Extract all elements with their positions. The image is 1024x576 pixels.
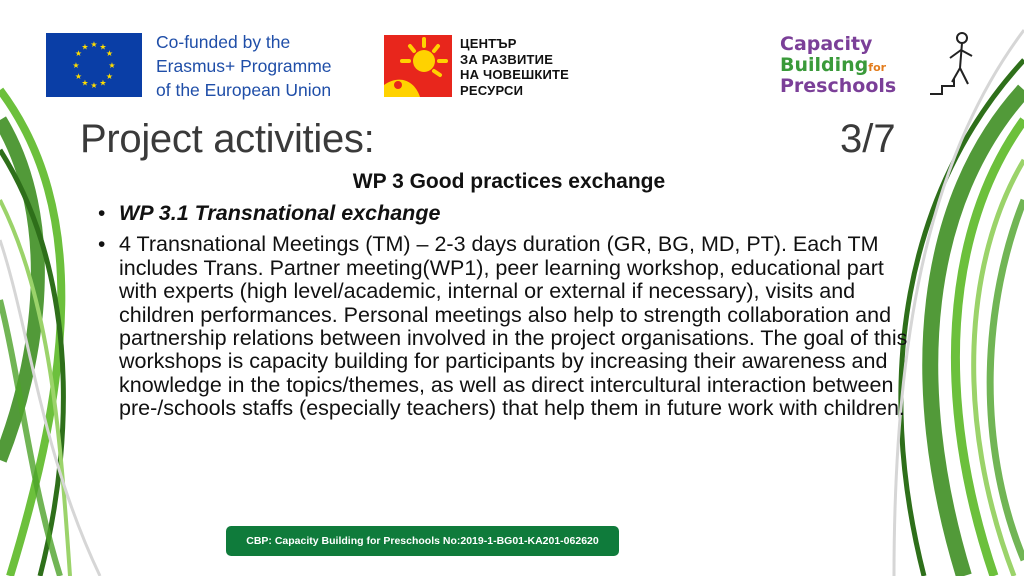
svg-text:★: ★ xyxy=(74,49,83,58)
hrdc-text-line-2: ЗА РАЗВИТИЕ xyxy=(460,51,554,67)
bullet-dot: • xyxy=(98,202,106,225)
svg-text:★: ★ xyxy=(105,49,114,58)
svg-text:★: ★ xyxy=(90,40,98,49)
hrdc-text-line-1: ЦЕНТЪР xyxy=(460,36,517,51)
slide-subtitle: WP 3 Good practices exchange xyxy=(352,170,666,193)
bullet-text: WP 3.1 Transnational exchange xyxy=(119,201,441,225)
cbp-logo xyxy=(780,30,980,100)
hrdc-sun-icon xyxy=(384,35,452,97)
cbp-logo-line-2-small: for xyxy=(868,61,887,74)
hrdc-name-text xyxy=(460,36,620,98)
footer-badge xyxy=(226,526,619,556)
cbp-logo-line-3: Preschools xyxy=(780,75,897,97)
eu-text-line-3: of the European Union xyxy=(156,80,332,100)
eu-text-line-2: Erasmus+ Programme xyxy=(156,56,332,76)
eu-cofunded-text xyxy=(156,30,376,102)
cbp-logo-line-2-main: Building xyxy=(780,54,869,76)
svg-text:★: ★ xyxy=(81,78,89,88)
bullet-item xyxy=(98,202,924,225)
svg-text:★: ★ xyxy=(90,81,98,90)
svg-text:★: ★ xyxy=(99,42,107,52)
eu-text-line-1: Co-funded by the xyxy=(156,32,291,52)
svg-text:★: ★ xyxy=(72,61,80,70)
svg-text:★: ★ xyxy=(108,61,116,70)
bullet-item xyxy=(98,233,924,420)
cbp-logo-line-1: Capacity xyxy=(780,33,873,55)
eu-flag-icon xyxy=(46,33,142,97)
svg-text:★: ★ xyxy=(99,78,107,88)
hrdc-text-line-3: НА ЧОВЕШКИТЕ xyxy=(460,67,570,82)
footer-text: CBP: Capacity Building for Preschools No:2019-1-BG01-KA201-062620 xyxy=(246,535,599,547)
svg-text:★: ★ xyxy=(105,72,114,81)
svg-text:★: ★ xyxy=(74,72,83,81)
svg-text:★: ★ xyxy=(81,42,89,52)
slide-title: Project activities: xyxy=(80,117,375,161)
slide-page-number: 3/7 xyxy=(840,117,896,161)
bullet-text: 4 Transnational Meetings (TM) – 2-3 days duration (GR, BG, MD, PT). Each TM includes Trans. Partner meeting(WP1), peer learning workshop, educational part with experts (high level/academic, internal or external if necessary), visits and children performances. Personal meetings also help to strength collaboration and partnership relations between involved in the project organisations. The goal of this workshops is capacity building for participants by increasing their awareness and knowledge in the topics/themes, as well as direct intercultural interaction between pre-/schools staffs (especially teachers) that help them in future work with children. xyxy=(119,232,908,421)
stick-figure-icon xyxy=(930,30,980,100)
bullet-list xyxy=(98,202,924,429)
hrdc-text-line-4: РЕСУРСИ xyxy=(460,82,524,98)
bullet-dot: • xyxy=(98,233,106,257)
